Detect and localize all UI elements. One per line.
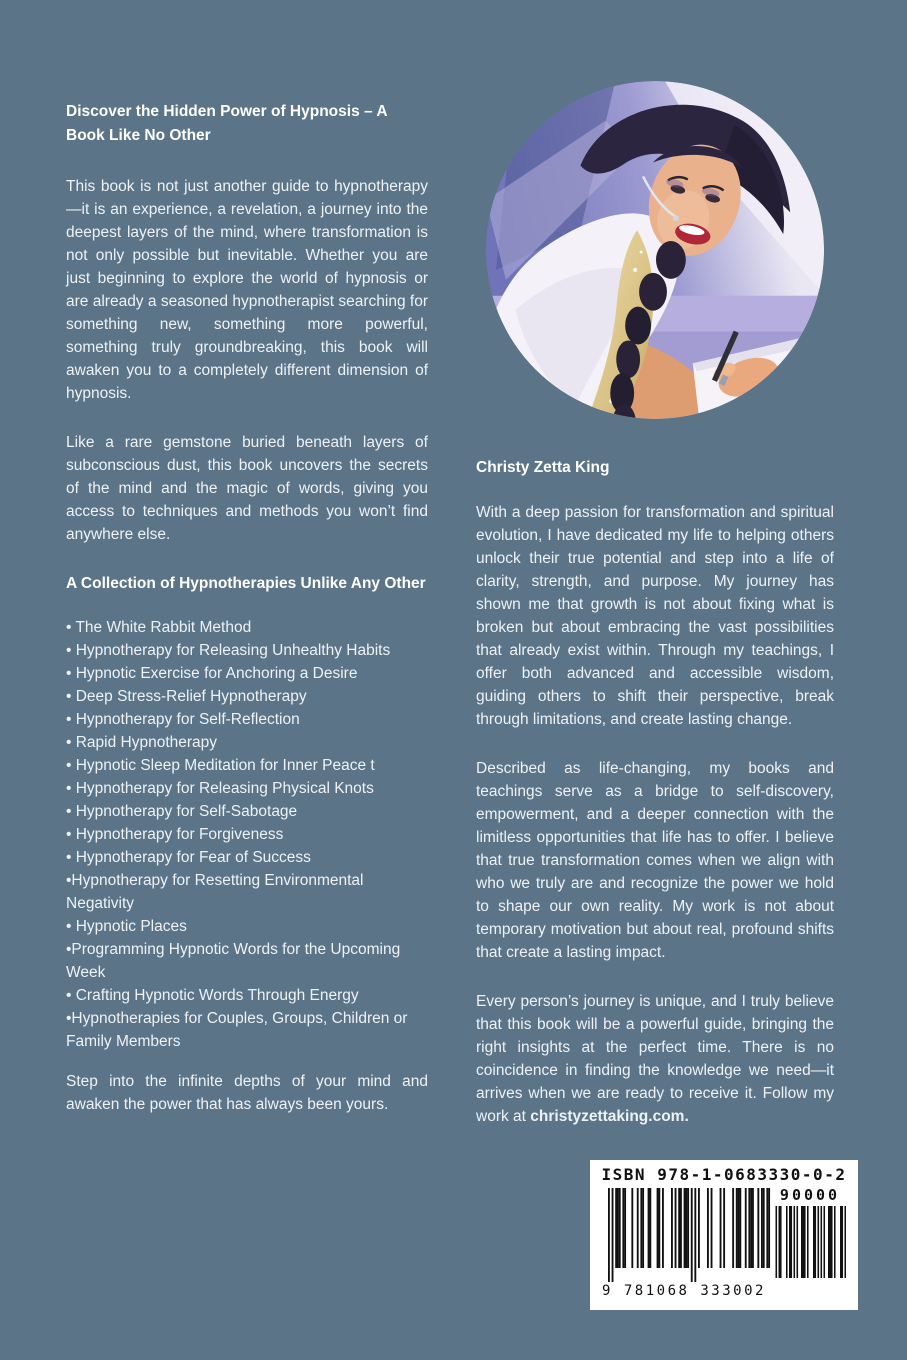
isbn-number-label: ISBN 978-1-0683330-0-2 (601, 1165, 847, 1184)
left-column (66, 100, 428, 1116)
bio-paragraph-3-text: Every person’s journey is unique, and I truly believe that this book will be a powerful guide, bringing the right insights at the perfect time. There is no coincidence in finding the knowledge we need—it arrives when we are ready to receive it. Follow my work at (476, 993, 834, 1125)
list-item: • Rapid Hypnotherapy (66, 734, 218, 751)
list-item: • Crafting Hypnotic Words Through Energy (66, 987, 359, 1004)
price-code-label: 90000 (779, 1186, 841, 1204)
intro-paragraph: This book is not just another guide to hypnotherapy—it is an experience, a revelation, a journey into the deepest layers of the mind, where transformation is not only possible but inevitable. Whether you are just beginning to explore the world of hypnosis or are already a seasoned hypnotherapist searching for something new, something more powerful, something truly groundbreaking, this book will awaken you to a completely different dimension of hypnosis. (66, 178, 428, 402)
bio-paragraph-2: Described as life-changing, my books and teachings serve as a bridge to self-discovery, empowerment, and a deeper connection with the limitless opportunities that life has to offer. I believe that true transformation comes when we align with who we truly are and recognize the power we hold to shape our own reality. My work is not about temporary motivation but about real, profound shifts that create a lasting impact. (476, 760, 834, 961)
bio-paragraph-3 (476, 990, 834, 1128)
list-item: •Hypnotherapies for Couples, Groups, Children or Family Members (66, 1010, 408, 1050)
isbn-barcode (590, 1160, 858, 1310)
right-column (476, 81, 834, 1128)
hypnotherapies-list (66, 616, 428, 1053)
gemstone-paragraph: Like a rare gemstone buried beneath layers of subconscious dust, this book uncovers the secrets of the mind and the magic of words, giving you access to techniques and methods you won’t find anywhere else. (66, 434, 428, 543)
ean5-barcode (774, 1206, 846, 1278)
list-item: •Programming Hypnotic Words for the Upcoming Week (66, 941, 401, 981)
list-item: • Deep Stress-Relief Hypnotherapy (66, 688, 307, 705)
list-item: • Hypnotherapy for Releasing Physical Knots (66, 780, 374, 797)
hypnotherapies-list-heading: A Collection of Hypnotherapies Unlike Any Other (66, 575, 426, 592)
list-item: • Hypnotic Places (66, 918, 187, 935)
list-item: •Hypnotherapy for Resetting Environmental Negativity (66, 872, 364, 912)
bio-paragraph-1: With a deep passion for transformation and spiritual evolution, I have dedicated my life to helping others unlock their true potential and step into a life of clarity, strength, and purpose. My journey has shown me that growth is not about fixing what is broken but about embracing the vast possibilities that already exist within. Through my teachings, I offer both advanced and accessible wisdom, guiding others to shift their perspective, break through limitations, and create lasting change. (476, 504, 834, 728)
list-item: • The White Rabbit Method (66, 619, 252, 636)
list-item: • Hypnotherapy for Self-Sabotage (66, 803, 298, 820)
list-item: • Hypnotherapy for Releasing Unhealthy Habits (66, 642, 391, 659)
author-photo (486, 81, 824, 419)
author-name: Christy Zetta King (476, 459, 610, 476)
list-item: • Hypnotherapy for Fear of Success (66, 849, 311, 866)
barcode-supplement (770, 1186, 850, 1283)
ean-digits-label: 9 781068 333002 (602, 1283, 766, 1299)
list-item: • Hypnotherapy for Self-Reflection (66, 711, 300, 728)
author-photo-illustration (486, 81, 824, 419)
list-item: • Hypnotherapy for Forgiveness (66, 826, 284, 843)
list-item: • Hypnotic Sleep Meditation for Inner Peace t (66, 757, 375, 774)
ean13-barcode (608, 1188, 774, 1282)
list-item: • Hypnotic Exercise for Anchoring a Desire (66, 665, 358, 682)
back-cover-headline: Discover the Hidden Power of Hypnosis – A Book Like No Other (66, 103, 387, 144)
closing-paragraph: Step into the infinite depths of your mind and awaken the power that has always been yours. (66, 1073, 428, 1113)
website-text: christyzettaking.com. (530, 1108, 689, 1125)
barcode-bars-row (590, 1184, 858, 1302)
